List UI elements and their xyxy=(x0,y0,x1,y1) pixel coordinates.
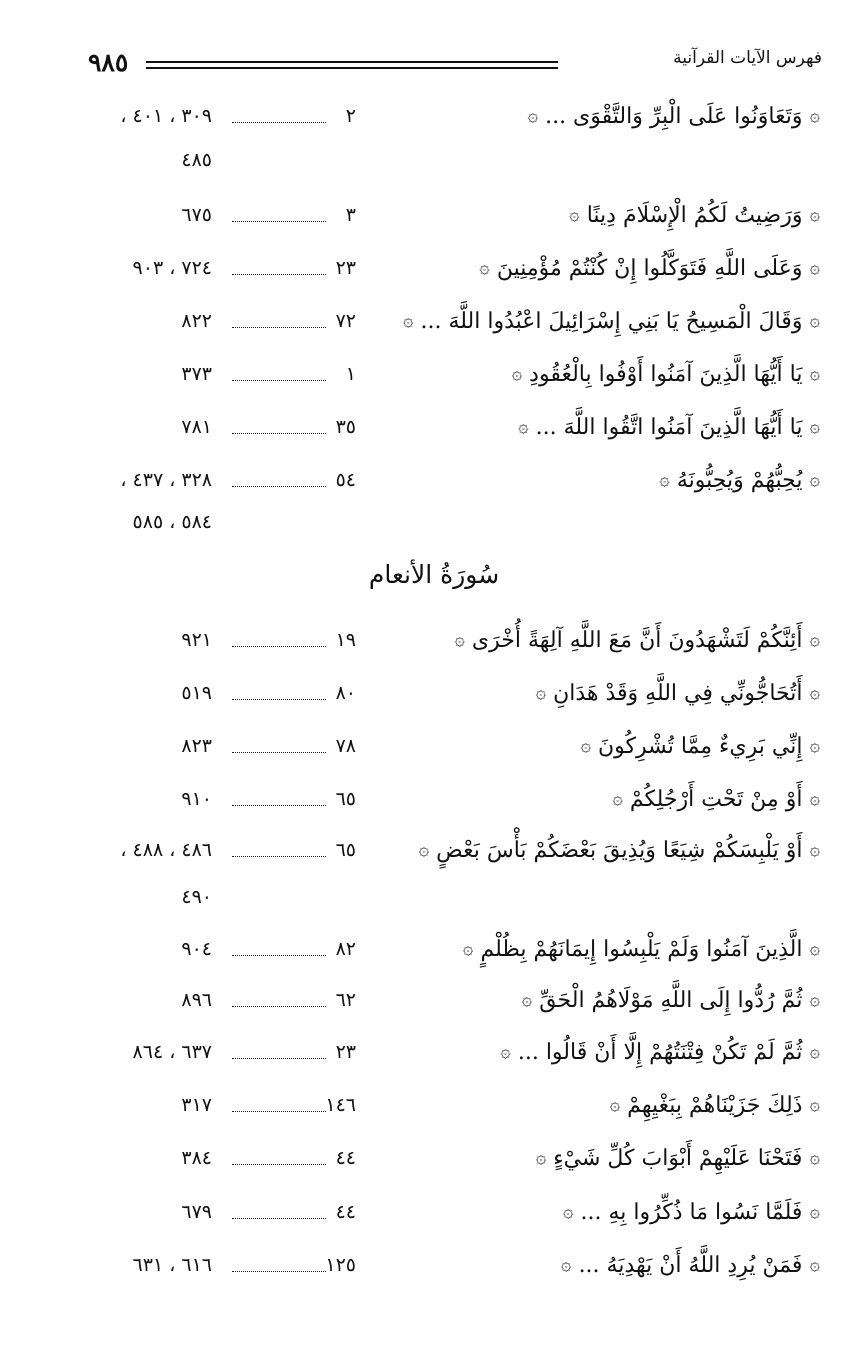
page-references-continued: ٤٩٠ xyxy=(181,886,212,908)
verse-text xyxy=(512,354,820,395)
quran-bracket-close-icon: ۞ xyxy=(659,469,670,490)
index-entry: ۞ وَعَلَى اللَّهِ فَتَوَكَّلُوا إِنْ كُنْتُمْ مُؤْمِنِينَ ۞ ٢٣ ٧٢٤ ، ٩٠٣ xyxy=(0,248,868,288)
verse-text xyxy=(454,620,820,661)
verse-text xyxy=(659,460,820,501)
page-references: ٧٨١ xyxy=(181,416,212,438)
index-entry: ۞ يَا أَيُّهَا الَّذِينَ آمَنُوا أَوْفُوا بِالْعُقُودِ ۞ ١ ٣٧٣ xyxy=(0,354,868,394)
verse-text xyxy=(518,407,820,448)
page-references-continued: ٥٨٤ ، ٥٨٥ xyxy=(132,511,212,533)
index-entry: ۞ فَتَحْنَا عَلَيْهِمْ أَبْوَابَ كُلِّ شَيْءٍ ۞ ٤٤ ٣٨٤ xyxy=(0,1138,868,1178)
index-entry: ۞ إِنِّي بَرِيءٌ مِمَّا تُشْرِكُونَ ۞ ٧٨ ٨٢٣ xyxy=(0,726,868,766)
surah-heading: سُورَةُ الأنعام xyxy=(368,560,500,589)
page-references: ٥١٩ xyxy=(181,682,212,704)
quran-bracket-close-icon: ۞ xyxy=(609,1094,621,1115)
verse-text xyxy=(563,1192,820,1233)
quran-bracket-open-icon: ۞ xyxy=(809,735,820,756)
index-entry: ۞ ثُمَّ لَمْ تَكُنْ فِتْنَتُهُمْ إِلَّا أَنْ قَالُوا ... ۞ ٢٣ ٦٣٧ ، ٨٦٤ xyxy=(0,1032,868,1072)
dot-leader xyxy=(232,1164,326,1165)
quran-bracket-open-icon: ۞ xyxy=(809,105,820,126)
quran-bracket-open-icon: ۞ xyxy=(809,1094,820,1115)
verse-text-body: ذَلِكَ جَزَيْنَاهُمْ بِبَغْيِهِمْ xyxy=(627,1093,803,1118)
quran-bracket-open-icon: ۞ xyxy=(809,839,820,860)
quran-bracket-close-icon: ۞ xyxy=(561,1254,572,1275)
verse-text-body: ثُمَّ رُدُّوا إِلَى اللَّهِ مَوْلَاهُمُ الْحَقِّ xyxy=(539,988,803,1013)
verse-text-body: فَتَحْنَا عَلَيْهِمْ أَبْوَابَ كُلِّ شَيْءٍ xyxy=(553,1146,803,1171)
page-references: ٧٢٤ ، ٩٠٣ xyxy=(132,257,212,279)
page-references: ٦٧٩ xyxy=(181,1201,212,1223)
quran-bracket-open-icon: ۞ xyxy=(809,416,820,437)
quran-bracket-close-icon: ۞ xyxy=(562,1201,574,1222)
verse-text xyxy=(419,830,820,871)
index-entry: ۞ يُحِبُّهُمْ وَيُحِبُّونَهُ ۞ ٥٤ ٣٢٨ ، ٤٣٧ ، xyxy=(0,460,868,500)
quran-bracket-close-icon: ۞ xyxy=(527,105,539,126)
verse-text-body: يَا أَيُّهَا الَّذِينَ آمَنُوا أَوْفُوا بِالْعُقُودِ xyxy=(529,362,803,387)
index-entry: ۞ الَّذِينَ آمَنُوا وَلَمْ يَلْبِسُوا إِيمَانَهُمْ بِظُلْمٍ ۞ ٨٢ ٩٠٤ xyxy=(0,929,868,969)
page-header xyxy=(88,48,828,78)
verse-text-body: إِنِّي بَرِيءٌ مِمَّا تُشْرِكُونَ xyxy=(597,734,803,759)
verse-text xyxy=(500,1032,820,1073)
running-title: فهرس الآيات القرآنية xyxy=(673,48,822,68)
verse-text xyxy=(479,248,820,289)
index-entry: ۞ ثُمَّ رُدُّوا إِلَى اللَّهِ مَوْلَاهُمُ الْحَقِّ ۞ ٦٢ ٨٩٦ xyxy=(0,980,868,1020)
verse-text-body: يُحِبُّهُمْ وَيُحِبُّونَهُ xyxy=(676,468,803,493)
verse-text-body: أَئِنَّكُمْ لَتَشْهَدُونَ أَنَّ مَعَ اللَّهِ آلِهَةً أُخْرَى xyxy=(471,628,803,653)
quran-bracket-close-icon: ۞ xyxy=(402,310,414,331)
quran-bracket-close-icon: ۞ xyxy=(462,938,474,959)
verse-text-body: أَوْ يَلْبِسَكُمْ شِيَعًا وَيُذِيقَ بَعْضَكُمْ بَأْسَ بَعْضٍ xyxy=(436,838,803,863)
index-entry: ۞ أَوْ يَلْبِسَكُمْ شِيَعًا وَيُذِيقَ بَعْضَكُمْ بَأْسَ بَعْضٍ ۞ ٦٥ ٤٨٦ ، ٤٨٨ ، xyxy=(0,830,868,870)
quran-bracket-open-icon: ۞ xyxy=(809,310,820,331)
dot-leader xyxy=(232,221,326,222)
verse-text-body: أَوْ مِنْ تَحْتِ أَرْجُلِكُمْ xyxy=(629,787,803,812)
verse-text-body: فَمَنْ يُرِدِ اللَّهُ أَنْ يَهْدِيَهُ ... xyxy=(578,1253,803,1278)
quran-bracket-close-icon: ۞ xyxy=(569,204,580,225)
quran-bracket-close-icon: ۞ xyxy=(518,416,529,437)
dot-leader xyxy=(232,752,326,753)
page-references: ٨٢٣ xyxy=(181,735,212,757)
index-entry: ۞ وَتَعَاوَنُوا عَلَى الْبِرِّ وَالتَّقْوَى ... ۞ ٢ ٣٠٩ ، ٤٠١ ، xyxy=(0,96,868,136)
index-entry: ۞ وَقَالَ الْمَسِيحُ يَا بَنِي إِسْرَائِيلَ اعْبُدُوا اللَّهَ ... ۞ ٧٢ ٨٢٢ xyxy=(0,301,868,341)
quran-bracket-open-icon: ۞ xyxy=(809,1201,820,1222)
page-references: ٣٧٣ xyxy=(181,363,212,385)
page-references: ٩٢١ xyxy=(181,629,212,651)
verse-text xyxy=(536,1138,820,1179)
page-references: ٣٨٤ xyxy=(181,1147,212,1169)
header-rule xyxy=(146,61,558,63)
page-references: ٣٠٩ ، ٤٠١ ، xyxy=(120,105,212,127)
quran-bracket-close-icon: ۞ xyxy=(479,257,490,278)
dot-leader xyxy=(232,327,326,328)
quran-bracket-open-icon: ۞ xyxy=(809,1147,820,1168)
page-references: ٨٢٢ xyxy=(181,310,212,332)
quran-bracket-close-icon: ۞ xyxy=(580,735,591,756)
quran-bracket-close-icon: ۞ xyxy=(612,788,623,809)
dot-leader xyxy=(232,955,326,956)
quran-bracket-open-icon: ۞ xyxy=(809,363,820,384)
verse-text xyxy=(463,929,820,970)
dot-leader xyxy=(232,805,326,806)
verse-text-body: أَتُحَاجُّونِّي فِي اللَّهِ وَقَدْ هَدَانِ xyxy=(553,681,803,706)
dot-leader xyxy=(232,122,326,123)
dot-leader xyxy=(232,1218,326,1219)
verse-text-body: يَا أَيُّهَا الَّذِينَ آمَنُوا اتَّقُوا اللَّهَ ... xyxy=(535,415,803,440)
verse-text-body: ثُمَّ لَمْ تَكُنْ فِتْنَتُهُمْ إِلَّا أَنْ قَالُوا ... xyxy=(517,1040,803,1065)
quran-bracket-open-icon: ۞ xyxy=(809,469,820,490)
verse-text xyxy=(403,301,820,342)
quran-bracket-close-icon: ۞ xyxy=(418,839,430,860)
quran-bracket-open-icon: ۞ xyxy=(809,204,820,225)
quran-bracket-open-icon: ۞ xyxy=(809,788,820,809)
dot-leader xyxy=(232,274,326,275)
dot-leader xyxy=(232,1006,326,1007)
quran-bracket-open-icon: ۞ xyxy=(809,257,820,278)
verse-text xyxy=(612,779,820,820)
quran-bracket-close-icon: ۞ xyxy=(500,1041,511,1062)
dot-leader xyxy=(232,433,326,434)
page-references: ٤٨٦ ، ٤٨٨ ، xyxy=(120,839,212,861)
page-references: ٣١٧ xyxy=(181,1094,212,1116)
verse-text-body: وَقَالَ الْمَسِيحُ يَا بَنِي إِسْرَائِيلَ اعْبُدُوا اللَّهَ ... xyxy=(420,309,803,334)
quran-bracket-close-icon: ۞ xyxy=(535,1147,547,1168)
verse-text-body: وَتَعَاوَنُوا عَلَى الْبِرِّ وَالتَّقْوَى ... xyxy=(545,104,803,129)
dot-leader xyxy=(232,856,326,857)
page-references: ٦٧٥ xyxy=(181,204,212,226)
header-rule xyxy=(146,67,558,69)
index-entry: ۞ أَوْ مِنْ تَحْتِ أَرْجُلِكُمْ ۞ ٦٥ ٩١٠ xyxy=(0,779,868,819)
index-entry: ۞ وَرَضِيتُ لَكُمُ الْإِسْلَامَ دِينًا ۞ ٣ ٦٧٥ xyxy=(0,195,868,235)
quran-bracket-close-icon: ۞ xyxy=(535,682,547,703)
verse-text-body: فَلَمَّا نَسُوا مَا ذُكِّرُوا بِهِ ... xyxy=(580,1200,803,1225)
verse-text-body: وَعَلَى اللَّهِ فَتَوَكَّلُوا إِنْ كُنْتُمْ مُؤْمِنِينَ xyxy=(496,256,803,281)
dot-leader xyxy=(232,1271,326,1272)
index-entry: ۞ أَئِنَّكُمْ لَتَشْهَدُونَ أَنَّ مَعَ اللَّهِ آلِهَةً أُخْرَى ۞ ١٩ ٩٢١ xyxy=(0,620,868,660)
page-number: ٩٨٥ xyxy=(88,48,129,77)
quran-bracket-open-icon: ۞ xyxy=(809,989,820,1010)
dot-leader xyxy=(232,646,326,647)
index-entry: ۞ ذَلِكَ جَزَيْنَاهُمْ بِبَغْيِهِمْ ۞ ١٤٦ ٣١٧ xyxy=(0,1085,868,1125)
page-references: ٣٢٨ ، ٤٣٧ ، xyxy=(120,469,212,491)
dot-leader xyxy=(232,380,326,381)
verse-text xyxy=(580,726,820,767)
page-references: ٦٣٧ ، ٨٦٤ xyxy=(132,1041,212,1063)
quran-bracket-open-icon: ۞ xyxy=(809,938,820,959)
page-references-continued: ٤٨٥ xyxy=(181,149,212,171)
page-references: ٦١٦ ، ٦٣١ xyxy=(132,1254,212,1276)
dot-leader xyxy=(232,1058,326,1059)
quran-bracket-close-icon: ۞ xyxy=(511,363,523,384)
dot-leader xyxy=(232,1111,326,1112)
verse-text-body: الَّذِينَ آمَنُوا وَلَمْ يَلْبِسُوا إِيمَانَهُمْ بِظُلْمٍ xyxy=(480,937,803,962)
quran-bracket-close-icon: ۞ xyxy=(521,989,533,1010)
verse-text-body: وَرَضِيتُ لَكُمُ الْإِسْلَامَ دِينًا xyxy=(586,203,803,228)
page-references: ٩١٠ xyxy=(181,788,212,810)
verse-text xyxy=(536,673,820,714)
dot-leader xyxy=(232,699,326,700)
quran-bracket-open-icon: ۞ xyxy=(809,1041,820,1062)
quran-bracket-open-icon: ۞ xyxy=(809,682,820,703)
page-references: ٩٠٤ xyxy=(181,938,212,960)
verse-text xyxy=(561,1245,820,1286)
index-entry: ۞ فَمَنْ يُرِدِ اللَّهُ أَنْ يَهْدِيَهُ ... ۞ ١٢٥ ٦١٦ ، ٦٣١ xyxy=(0,1245,868,1285)
quran-bracket-open-icon: ۞ xyxy=(809,629,820,650)
verse-text xyxy=(569,195,820,236)
verse-text xyxy=(610,1085,820,1126)
verse-text xyxy=(522,980,820,1021)
verse-text xyxy=(528,96,820,137)
quran-bracket-close-icon: ۞ xyxy=(454,629,465,650)
index-entry: ۞ يَا أَيُّهَا الَّذِينَ آمَنُوا اتَّقُوا اللَّهَ ... ۞ ٣٥ ٧٨١ xyxy=(0,407,868,447)
quran-bracket-open-icon: ۞ xyxy=(809,1254,820,1275)
index-entry: ۞ أَتُحَاجُّونِّي فِي اللَّهِ وَقَدْ هَدَانِ ۞ ٨٠ ٥١٩ xyxy=(0,673,868,713)
index-entry: ۞ فَلَمَّا نَسُوا مَا ذُكِّرُوا بِهِ ... ۞ ٤٤ ٦٧٩ xyxy=(0,1192,868,1232)
dot-leader xyxy=(232,486,326,487)
page-references: ٨٩٦ xyxy=(181,989,212,1011)
